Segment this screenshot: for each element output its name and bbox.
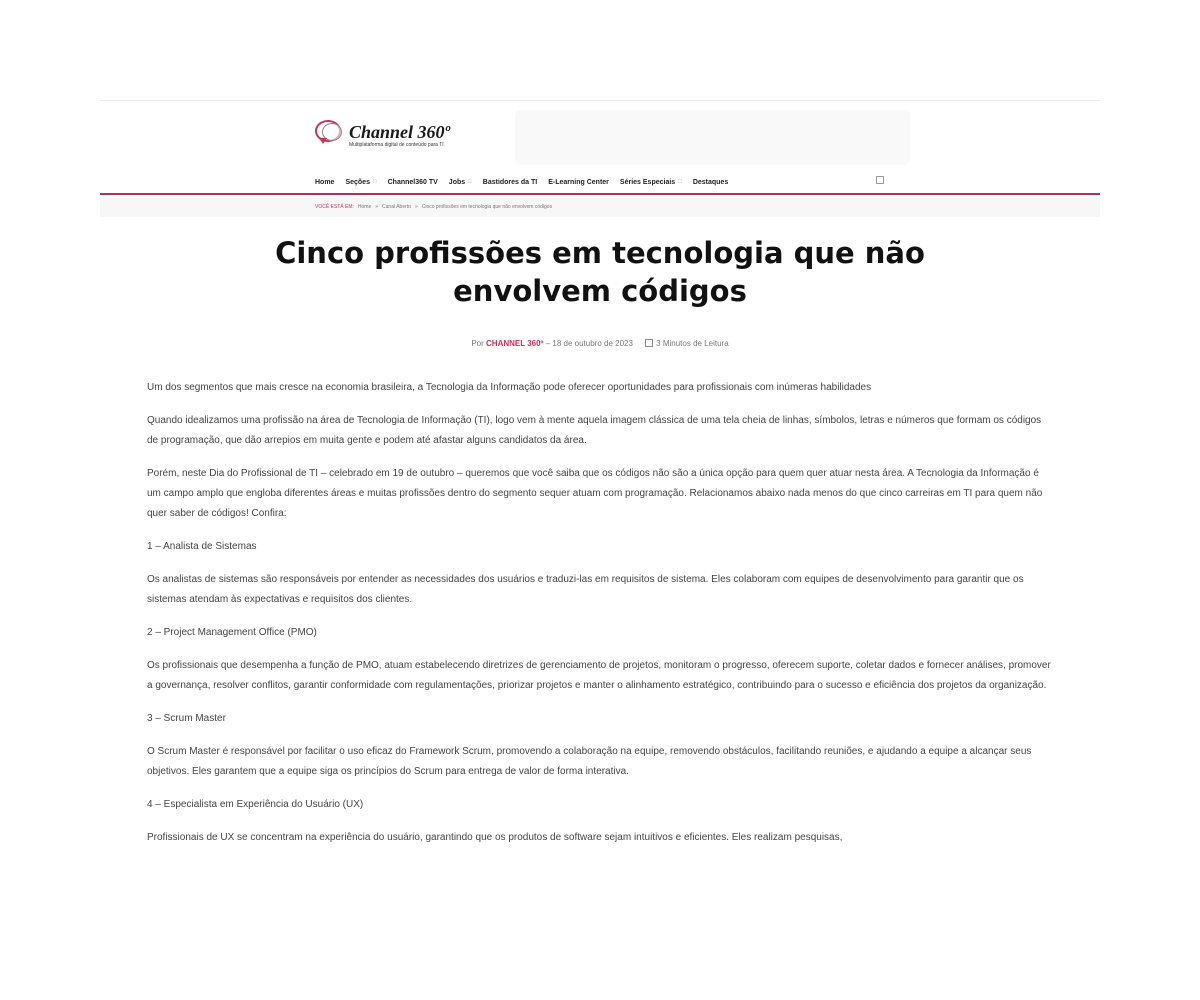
nav-item-jobs[interactable] <box>449 179 472 186</box>
breadcrumb-bar <box>100 198 1100 217</box>
article-paragraph: Profissionais de UX se concentram na experiência do usuário, garantindo que os produtos de software sejam intuitivos e eficientes. Eles realizam pesquisas, <box>147 832 843 843</box>
breadcrumb-item-current: Cinco profissões em tecnologia que não envolvem códigos <box>421 204 553 210</box>
meta-dash: – <box>545 339 551 348</box>
main-nav <box>315 174 728 190</box>
article-subheading: 4 – Especialista em Experiência do Usuário (UX) <box>147 799 364 810</box>
article-subheading: 1 – Analista de Sistemas <box>147 541 257 552</box>
nav-item-label: Bastidores da TI <box>482 178 538 186</box>
article-subheading: 3 – Scrum Master <box>147 713 226 724</box>
nav-item-label: Home <box>315 178 335 186</box>
nav-item-label: Destaques <box>692 178 729 186</box>
article-lead: Um dos segmentos que mais cresce na economia brasileira, a Tecnologia da Informação pode oferecer oportunidades para profissionais com inúmeras habilidades <box>147 382 872 393</box>
article-body <box>147 378 1053 861</box>
article-subheading: 2 – Project Management Office (PMO) <box>147 627 317 638</box>
dropdown-icon: □ <box>372 179 377 185</box>
meta-author[interactable]: CHANNEL 360º <box>486 339 544 348</box>
header-top-rule <box>100 100 1100 101</box>
meta-by: Por <box>471 339 484 348</box>
nav-item-secoes[interactable] <box>345 179 376 186</box>
nav-item-series-especiais[interactable] <box>620 179 682 186</box>
breadcrumb <box>315 204 552 210</box>
dropdown-icon: □ <box>678 179 682 185</box>
site-logo[interactable] <box>315 118 450 154</box>
clock-icon <box>645 339 653 347</box>
header-ad-placeholder <box>515 110 910 165</box>
nav-item-label: E-Learning Center <box>548 178 609 186</box>
nav-item-destaques[interactable] <box>693 179 728 186</box>
article-paragraph: Porém, neste Dia do Profissional de TI – celebrado em 19 de outubro – queremos que você saiba que os códigos não são a única opção para quem quer atuar nesta área. A Tecnologia da Informação é um campo amplo que engloba diferentes áreas e muitas profissões dentro do segmento sequer atuam com programação. Relacionamos abaixo nada menos do que cinco carreiras em TI para quem não quer saber de códigos! Confira: <box>147 468 1043 519</box>
nav-item-channel360-tv[interactable] <box>388 179 438 186</box>
nav-item-bastidores[interactable] <box>483 179 537 186</box>
dropdown-icon: □ <box>468 179 472 185</box>
article-paragraph: O Scrum Master é responsável por facilitar o uso eficaz do Framework Scrum, promovendo a colaboração na equipe, removendo obstáculos, facilitando reuniões, e ajudando a equipe a alcançar seus objetivos. Eles garantem que a equipe siga os princípios do Scrum para entrega de valor de forma interativa. <box>147 746 1032 777</box>
article-meta <box>0 339 1200 348</box>
site-name: Channel 360º <box>349 122 450 142</box>
article-paragraph: Os analistas de sistemas são responsáveis por entender as necessidades dos usuários e traduzi-las em requisitos de sistema. Eles colaboram com equipes de desenvolvimento para garantir que os sistemas atendam às expectativas e requisitos dos clientes. <box>147 574 1024 605</box>
speech-bubbles-logo-icon <box>315 118 343 144</box>
nav-item-label: Jobs <box>448 178 466 186</box>
article-paragraph: Quando idealizamos uma profissão na área de Tecnologia de Informação (TI), logo vem à mente aquela imagem clássica de uma tela cheia de linhas, símbolos, letras e números que formam os códigos de programação, que dão arrepios em muita gente e podem até afastar alguns candidatos da área. <box>147 415 1042 446</box>
breadcrumb-item-category[interactable]: Canal Aberto <box>382 204 411 210</box>
meta-read-time: 3 Minutos de Leitura <box>656 339 729 348</box>
breadcrumb-item-home[interactable]: Home <box>357 204 372 210</box>
nav-accent-rule <box>100 193 1100 195</box>
nav-item-elearning[interactable] <box>548 179 609 186</box>
nav-item-home[interactable] <box>315 179 334 186</box>
article-title: Cinco profissões em tecnologia que não envolvem códigos <box>275 236 925 308</box>
nav-item-label: Seções <box>345 178 370 186</box>
meta-date: 18 de outubro de 2023 <box>552 339 633 348</box>
nav-item-label: Séries Especiais <box>619 178 676 186</box>
nav-item-label: Channel360 TV <box>387 178 438 186</box>
breadcrumb-separator: » <box>414 204 418 210</box>
breadcrumb-prefix: VOCÊ ESTÁ EM: <box>315 204 354 210</box>
article-paragraph: Os profissionais que desempenha a função de PMO, atuam estabelecendo diretrizes de gerenciamento de projetos, monitoram o progresso, oferecem suporte, coletar dados e fornecer análises, promover a governança, resolver conflitos, garantir conformidade com regulamentações, priorizar projetos e manter o alinhamento estratégico, contribuindo para o sucesso e eficiência dos projetos da organização. <box>147 660 1051 691</box>
site-tagline: Multiplataforma digital de conteúdo para TI <box>349 142 444 148</box>
breadcrumb-separator: » <box>375 204 379 210</box>
search-icon[interactable] <box>876 176 884 184</box>
